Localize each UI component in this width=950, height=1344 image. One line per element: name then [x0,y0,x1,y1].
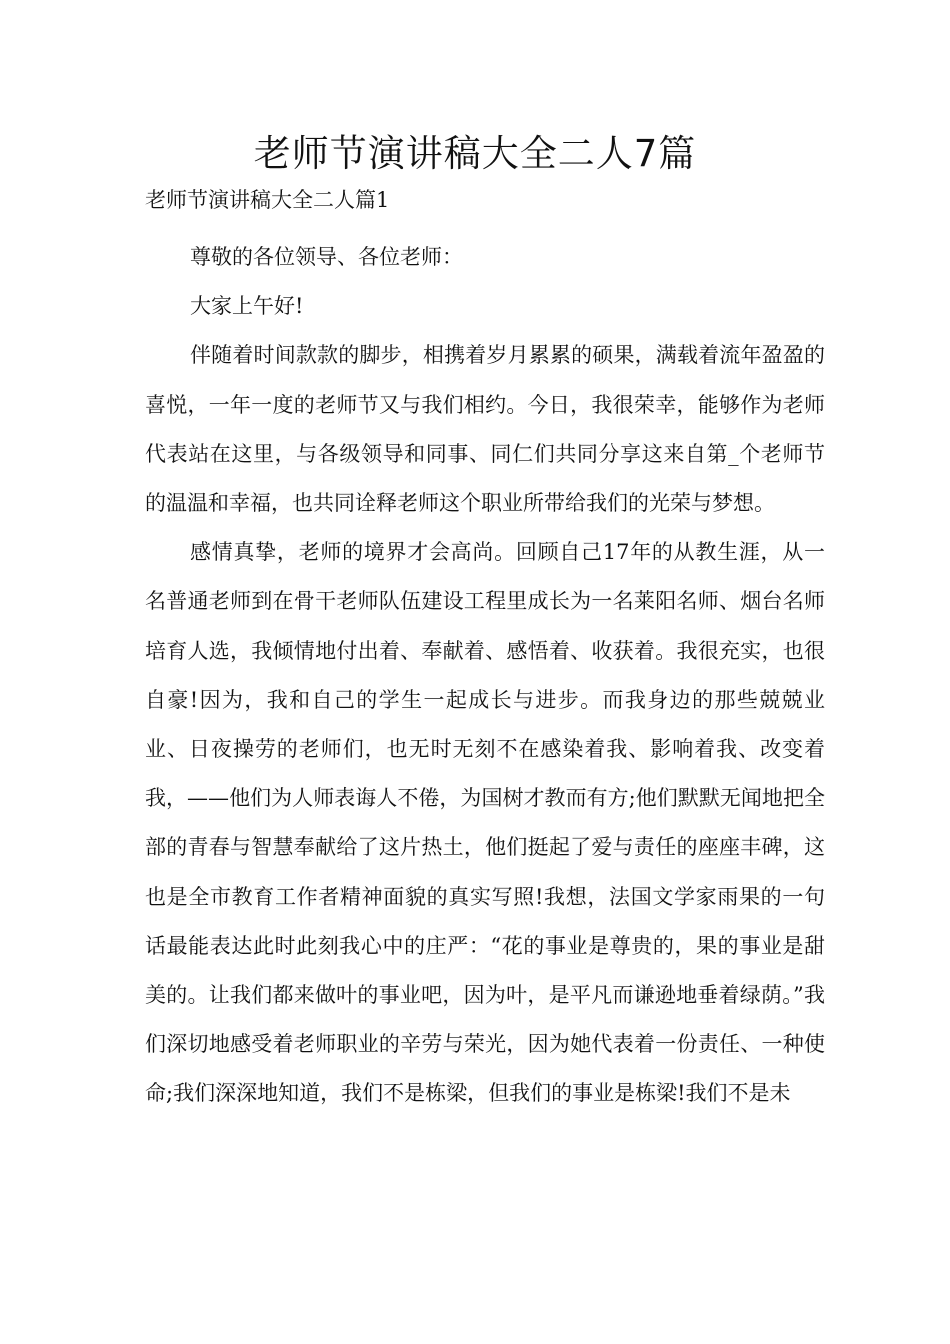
paragraph-greeting: 尊敬的各位领导、各位老师： [190,245,463,269]
section-heading: 老师节演讲稿大全二人篇1 [145,188,390,212]
paragraph-main: 感情真挚，老师的境界才会高尚。回顾自己17年的从教生涯，从一名普通老师到在骨干老师队伍建设工程里成长为一名莱阳名师、烟台名师培育人选，我倾情地付出着、奉献着、感悟着、收获着。我很充实，也很自豪!因为，我和自己的学生一起成长与进步。而我身边的那些兢兢业业、日夜操劳的老师们，也无时无刻不在感染着我、影响着我、改变着我，——他们为人师表诲人不倦，为国树才教而有方;他们默默无闻地把全部的青春与智慧奉献给了这片热土，他们挺起了爱与责任的座座丰碑，这也是全市教育工作者精神面貌的真实写照!我想，法国文学家雨果的一句话最能表达此时此刻我心中的庄严：“花的事业是尊贵的，果的事业是甜美的。让我们都来做叶的事业吧，因为叶，是平凡而谦逊地垂着绿荫。”我们深切地感受着老师职业的辛劳与荣光，因为她代表着一份责任、一种使命;我们深深地知道，我们不是栋梁，但我们的事业是栋梁!我们不是未 [145,540,825,1106]
paragraph-opening: 伴随着时间款款的脚步，相携着岁月累累的硕果，满载着流年盈盈的喜悦，一年一度的老师节又与我们相约。今日，我很荣幸，能够作为老师代表站在这里，与各级领导和同事、同仁们共同分享这来自第_个老师节的温温和幸福，也共同诠释老师这个职业所带给我们的光荣与梦想。 [145,343,825,516]
paragraph-hello: 大家上午好! [190,294,304,319]
document-title: 老师节演讲稿大全二人7篇 [253,132,697,175]
document-body [145,233,825,1119]
